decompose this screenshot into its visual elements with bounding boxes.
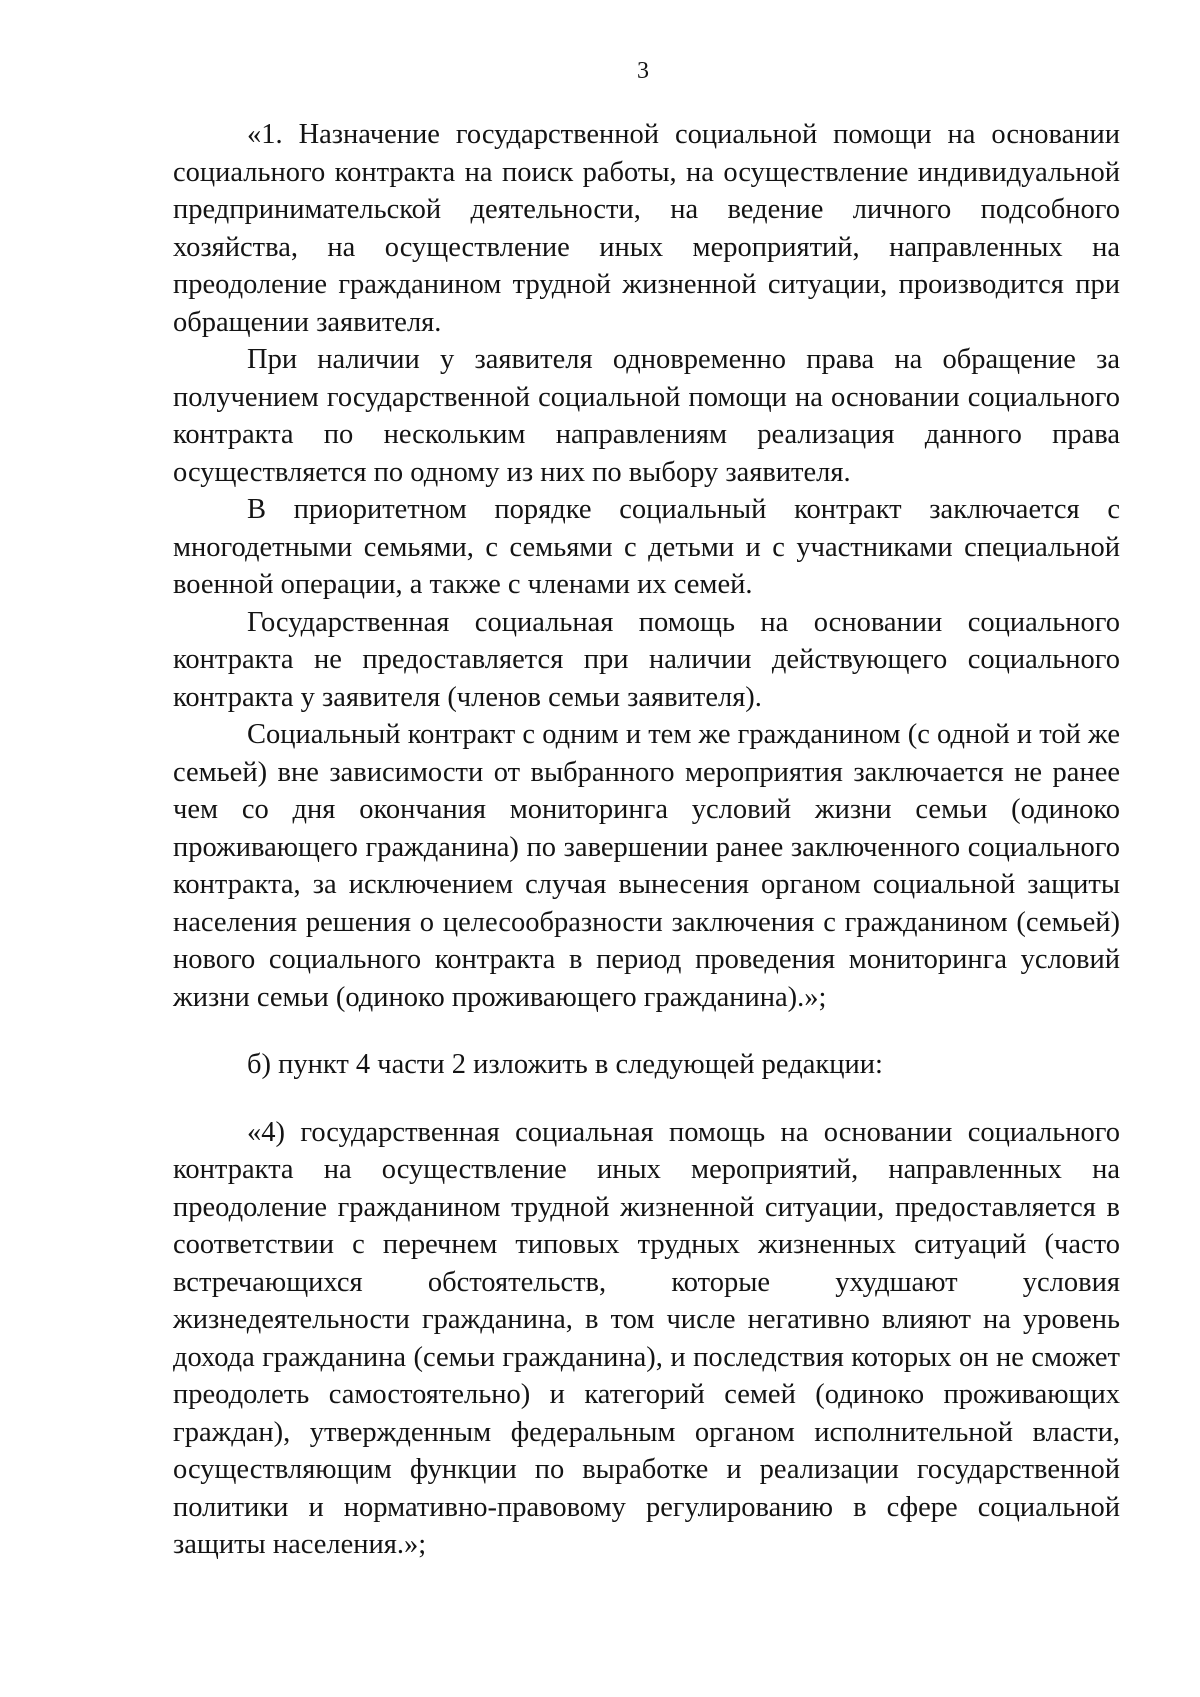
paragraph-item-4: «4) государственная социальная помощь на основании социального контракта на осуществление иных мероприятий, направленных на преодоление гражданином трудной жизненной ситуации, предоставляется в соответствии с перечнем типовых трудных жизненных ситуаций (часто встречающихся обстоятельств, которые ухудшают условия жизнедеятельности гражданина, в том числе негативно влияют на уровень дохода гражданина (семьи гражданина), и последствия которых он не сможет преодолеть самостоятельно) и категорий семей (одиноко проживающих граждан), утвержденным федеральным органом исполнительной власти, осуществляющим функции по выработке и реализации государственной политики и нормативно-правовому регулированию в сфере социальной защиты населения.»; (173, 1116, 1120, 1560)
paragraph-priority-order: В приоритетном порядке социальный контракт заключается с многодетными семьями, с семьями с детьми и с участниками специальной военной операции, а также с членами их семей. (173, 494, 1120, 600)
paragraph-not-provided: Государственная социальная помощь на основании социального контракта не предоставляется при наличии действующего социального контракта у заявителя (членов семьи заявителя). (173, 606, 1120, 713)
paragraph-item-1-intro: «1. Назначение государственной социальной помощи на основании социального контракта на поиск работы, на осуществление индивидуальной предпринимательской деятельности, на ведение личного подсобного хозяйства, на осуществление иных мероприятий, направленных на преодоление гражданином трудной жизненной ситуации, производится при обращении заявителя. (173, 119, 1120, 338)
document-body (173, 116, 1120, 1564)
page-number: 3 (637, 58, 649, 84)
paragraph-multiple-rights: При наличии у заявителя одновременно права на обращение за получением государственной социальной помощи на основании социального контракта по нескольким направлениям реализация данного права осуществляется по одному из них по выбору заявителя. (173, 344, 1120, 488)
paragraph-amendment-b: б) пункт 4 части 2 изложить в следующей редакции: (247, 1049, 883, 1080)
paragraph-repeat-contract: Социальный контракт с одним и тем же гражданином (с одной и той же семьей) вне зависимости от выбранного мероприятия заключается не ранее чем со дня окончания мониторинга условий жизни семьи (одиноко проживающего гражданина) по завершении ранее заключенного социального контракта, за исключением случая вынесения органом социальной защиты населения решения о целесообразности заключения с гражданином (семьей) нового социального контракта в период проведения мониторинга условий жизни семьи (одиноко проживающего гражданина).»; (173, 719, 1120, 1013)
